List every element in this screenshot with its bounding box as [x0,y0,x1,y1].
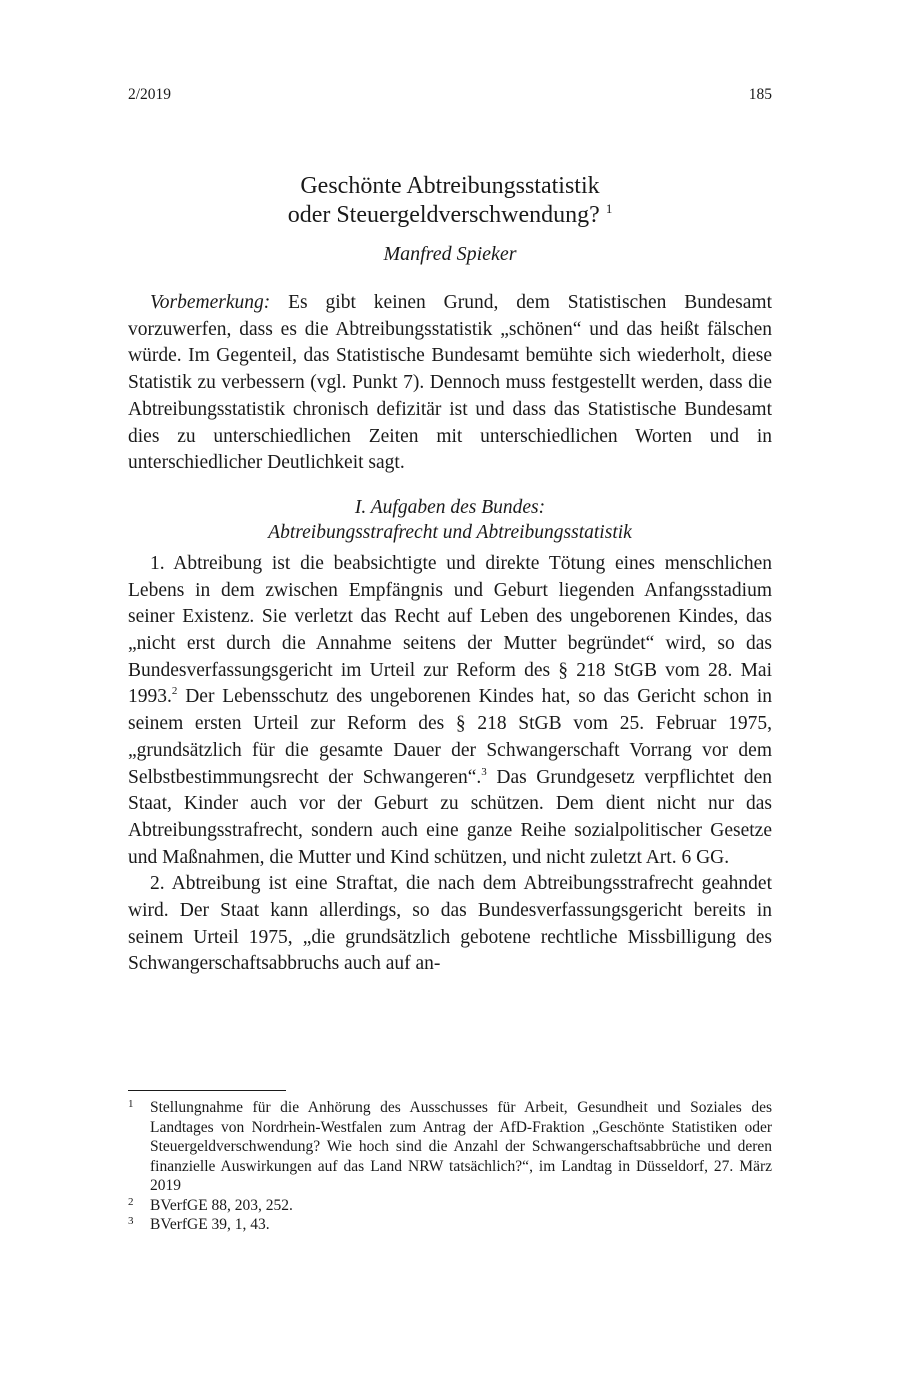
footnote-2 [128,1196,772,1216]
paragraph-2: 2. Abtreibung ist eine Straftat, die nach dem Abtreibungsstrafrecht geahndet wird. Der Staat kann allerdings, so das Bundesverfassungsgericht bereits in seinem Urteil 1975, „die grundsätzlich gebotene rechtliche Missbilligung des Schwangerschaftsabbruchs auch auf an- [128,873,772,975]
section-heading-line-2: Abtreibungsstrafrecht und Abtreibungsstatistik [268,521,632,543]
page-number: 185 [748,86,772,103]
title-footnote-ref[interactable]: 1 [605,201,613,216]
footnote-number: 3 [128,1215,134,1227]
footnotes [128,1098,772,1235]
preface-text: Es gibt keinen Grund, dem Statistischen Bundesamt vorzuwerfen, dass es die Abtreibungsstatistik „schönen“ und das heißt fälschen würde. Im Gegenteil, das Statistische Bundesamt bemühte sich wiederholt, diese Statistik zu verbessern (vgl. Punkt 7). Dennoch muss festgestellt werden, dass die Abtreibungsstatistik chronisch defizitär ist und dass das Statistische Bundesamt dies zu unterschiedlichen Zeiten mit unterschiedlichen Worten und in unterschiedlicher Deutlichkeit sagt. [128,292,772,474]
footnote-ref-3[interactable]: 3 [481,765,487,778]
running-header [128,86,772,108]
article-title [128,172,772,232]
footnote-text: BVerfGE 39, 1, 43. [150,1216,270,1233]
footnote-ref-2[interactable]: 2 [171,685,178,698]
article-title-block [128,172,772,267]
footnote-3 [128,1215,772,1235]
footnote-1 [128,1098,772,1196]
issue-number: 2/2019 [128,86,172,103]
paragraph-1-part-1: 1. Abtreibung ist die beabsichtigte und direkte Tötung eines menschlichen Lebens in dem zwischen Empfängnis und Geburt liegenden Anfangsstadium seiner Existenz. Sie verletzt das Recht auf Leben des ungeborenen Kindes, das „nicht erst durch die Annahme seitens der Mutter begründet“ wird, so das Bundesverfassungsgericht im Urteil zur Reform des § 218 StGB vom 28. Mai 1993. [128,552,772,708]
paragraph-1-part-3: Das Grundgesetz verpflichtet den Staat, Kinder auch vor der Geburt zu schützen. Dem dient nicht nur das Abtreibungsstrafrecht, sondern auch eine ganze Reihe sozialpolitischer Gesetze und Maßnahmen, die Mutter und Kind schützen, und nicht zuletzt Art. 6 GG. [128,766,772,868]
footnote-text: BVerfGE 88, 203, 252. [150,1196,293,1214]
title-line-1: Geschönte Abtreibungsstatistik [300,173,600,199]
paragraph-1-part-2: Der Lebensschutz des ungeborenen Kindes hat, so das Gericht schon in seinem ersten Urteil zur Reform des § 218 StGB vom 25. Februar 1975, „grundsätzlich für die gesamte Dauer der Schwangerschaft Vorrang vor dem Selbstbestimmungsrecht der Schwangeren“. [128,686,772,788]
section-heading [128,495,772,545]
paragraph-1 [128,551,772,871]
author-name: Manfred Spieker [383,243,517,265]
footnote-text: Stellungnahme für die Anhörung des Ausschusses für Arbeit, Gesundheit und Soziales des Landtages von Nordrhein-Westfalen zum Antrag der AfD-Fraktion „Geschönte Statistiken oder Steuergeldverschwendung? Wie hoch sind die Anzahl der Schwangerschaftsabbrüche und deren finanzielle Auswirkungen auf das Land NRW tatsächlich?“, im Landtag in Düsseldorf, 27. März 2019 [150,1099,772,1194]
article-body [128,290,772,978]
preface-label: Vorbemerkung: [150,292,271,313]
footnote-separator [128,1090,286,1091]
preface-paragraph [128,290,772,477]
footnote-number: 1 [128,1098,134,1110]
section-heading-line-1: I. Aufgaben des Bundes: [354,496,546,518]
footnote-number: 2 [128,1195,134,1208]
title-line-2: oder Steuergeldverschwendung? [287,202,600,228]
